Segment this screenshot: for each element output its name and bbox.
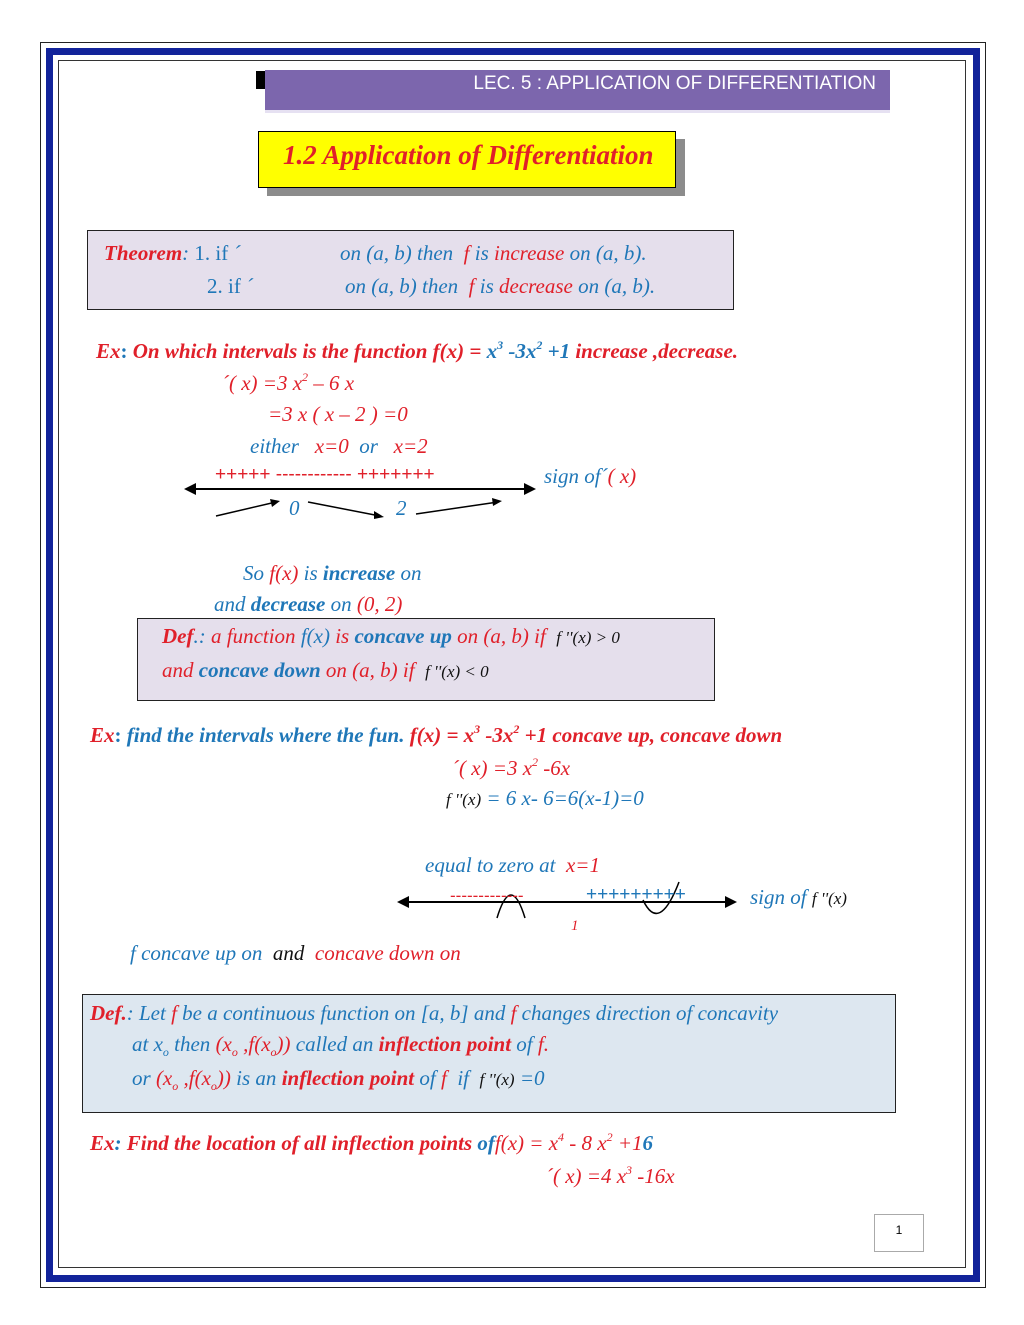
example-1-sign-label: sign of´( x)	[544, 464, 637, 488]
example-2-number-line	[395, 878, 740, 920]
example-3-derivative: ´( x) =4 $x^3$ -16x	[546, 1163, 675, 1188]
example-1-conclusion-decrease: and decrease on (0, 2)	[214, 592, 403, 616]
inflection-definition-line-1: Def.: Let f be a continuous function on [a, b] and f changes direction of concavity	[90, 1001, 779, 1025]
theorem-line-1: Theorem: 1. if ´	[104, 241, 241, 265]
example-2-tick-1: 1	[571, 918, 579, 934]
example-2-question: Ex: find the intervals where the fun. $f(x) = x^3$ $-3x^2 +1$ concave up, concave down	[90, 722, 783, 747]
example-1-tick-2: 2	[396, 496, 407, 520]
example-2-zero: equal to zero at x=1	[425, 853, 600, 877]
example-1-question: Ex: On which intervals is the function $f(x) = x^3$ $-3x^2 +1$ increase ,decrease.	[96, 338, 739, 363]
theorem-line-2-tail: on (a, b) then f is decrease on (a, b).	[345, 274, 656, 298]
example-1-conclusion-increase: So f(x) is increase on	[243, 561, 422, 585]
section-title-box	[258, 131, 676, 188]
example-2-second-derivative: f ''(x) = 6 x- 6=6(x-1)=0	[446, 786, 644, 810]
theorem-line-2: 2. if ´	[207, 274, 254, 298]
concavity-definition-line-1: Def.: a function f(x) is concave up on (a, b) if f ''(x) > 0	[162, 624, 620, 648]
inflection-definition-line-3: or ($x_o$ $,f(x_o)$) is an inflection point of f if f ''(x) =0	[132, 1066, 545, 1094]
concavity-definition-line-2: and concave down on (a, b) if f ''(x) < 0	[162, 658, 489, 682]
example-1-sign-row: +++++ ------------ +++++++	[215, 464, 435, 485]
example-1-derivative: ´( x) =3 $x^2 - 6$ x	[222, 370, 355, 395]
example-2-conclusion: f concave up on and concave down on	[130, 941, 461, 965]
header-bar	[265, 70, 890, 113]
example-1-roots: either x=0 or x=2	[250, 434, 428, 458]
example-2-plus-row: +++++++++	[586, 884, 686, 905]
header-title: LEC. 5 : APPLICATION OF DIFFERENTIATION	[473, 73, 876, 94]
page-number: 1	[874, 1214, 924, 1252]
example-2-sign-label: sign of f ''(x)	[750, 885, 847, 909]
header-marker	[256, 71, 265, 89]
theorem-line-1-tail: on (a, b) then f is increase on (a, b).	[340, 241, 647, 265]
example-1-factor: =3 x ( x – 2 ) =0	[268, 402, 408, 426]
example-3-question: Ex: Find the location of all inflection points $off(x) = x^4 - 8$ $x^2 +16$	[90, 1130, 654, 1155]
example-2-minus-row: -------------	[450, 886, 524, 905]
example-1-tick-0: 0	[289, 496, 300, 520]
example-2-first-derivative: ´( x) =3 $x^2$ -6x	[452, 755, 571, 780]
example-1-number-line	[180, 474, 540, 524]
section-title: 1.2 Application of Differentiation	[283, 140, 654, 170]
inflection-definition-line-2: at $x_o$ then ($x_o$ $,f(x_o)$) called an inflection point of f.	[132, 1032, 549, 1060]
